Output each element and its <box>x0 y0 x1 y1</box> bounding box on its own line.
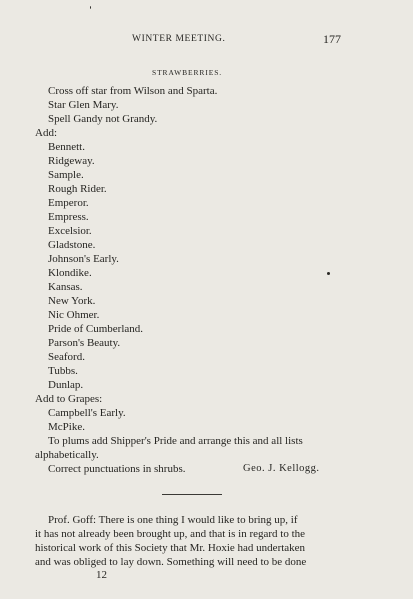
text-line: Add to Grapes: <box>35 393 103 405</box>
text-line: Star Glen Mary. <box>48 99 119 111</box>
text-line: To plums add Shipper's Pride and arrange this and all lists <box>48 435 303 447</box>
list-item: Johnson's Early. <box>48 253 119 265</box>
paragraph-line: it has not already been brought up, and that is in regard to the <box>35 528 306 540</box>
list-item: New York. <box>48 295 96 307</box>
text-line: Spell Gandy not Grandy. <box>48 113 158 125</box>
text-line: Cross off star from Wilson and Sparta. <box>48 85 218 97</box>
list-item: Sample. <box>48 169 84 181</box>
list-item: Dunlap. <box>48 379 84 391</box>
text-line: Add: <box>35 127 57 139</box>
list-item: Tubbs. <box>48 365 78 377</box>
list-item: Empress. <box>48 211 89 223</box>
text-line: Correct punctuations in shrubs. <box>48 463 186 475</box>
list-item: Bennett. <box>48 141 85 153</box>
paragraph-line: and was obliged to lay down. Something will need to be done <box>35 556 307 568</box>
list-item: Gladstone. <box>48 239 96 251</box>
signature-mark: 12 <box>96 569 107 581</box>
list-item: Ridgeway. <box>48 155 95 167</box>
ink-speck <box>90 6 91 9</box>
list-item: Nic Ohmer. <box>48 309 100 321</box>
text-line: alphabetically. <box>35 449 99 461</box>
list-item: Emperor. <box>48 197 89 209</box>
paragraph-line: historical work of this Society that Mr. Hoxie had undertaken <box>35 542 306 554</box>
section-divider <box>162 494 222 495</box>
section-title: STRAWBERRIES. <box>152 68 223 77</box>
signature: Geo. J. Kellogg. <box>243 463 320 474</box>
running-head: WINTER MEETING. <box>132 34 226 44</box>
list-item: Rough Rider. <box>48 183 107 195</box>
paragraph-line: Prof. Goff: There is one thing I would like to bring up, if <box>48 514 298 526</box>
ink-speck <box>327 272 330 275</box>
list-item: Excelsior. <box>48 225 92 237</box>
list-item: Parson's Beauty. <box>48 337 121 349</box>
list-item: Campbell's Early. <box>48 407 126 419</box>
list-item: Klondike. <box>48 267 92 279</box>
list-item: McPike. <box>48 421 85 433</box>
list-item: Kansas. <box>48 281 83 293</box>
list-item: Seaford. <box>48 351 85 363</box>
page-number: 177 <box>323 32 341 46</box>
list-item: Pride of Cumberland. <box>48 323 144 335</box>
